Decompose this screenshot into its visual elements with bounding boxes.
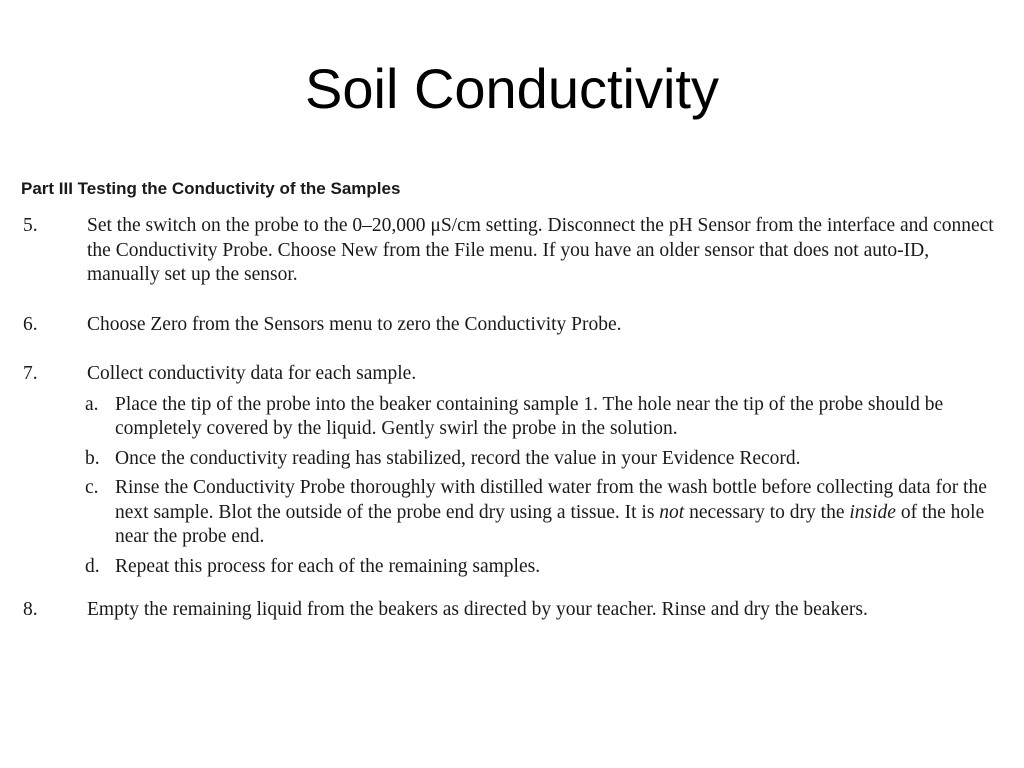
emphasis-inside: inside — [849, 501, 896, 523]
step-text: Collect conductivity data for each sample. — [87, 363, 417, 384]
substep-letter: b. — [85, 447, 100, 469]
slide-title: Soil Conductivity — [305, 57, 719, 120]
step-number: 7. — [23, 363, 38, 384]
step-6 — [21, 313, 1001, 338]
substep-letter: a. — [85, 393, 99, 415]
substep-text — [115, 476, 1001, 550]
step-number: 5. — [23, 215, 38, 236]
substep-text: Place the tip of the probe into the beaker containing sample 1. The hole near the tip of the probe should be completely covered by the liquid. Gently swirl the probe in the solution. — [115, 393, 944, 439]
step-text: Empty the remaining liquid from the beakers as directed by your teacher. Rinse and dry the beakers. — [87, 599, 868, 620]
step-number: 6. — [23, 313, 38, 335]
substep-text-part: of the hole near the probe end. — [115, 501, 985, 547]
step-text: Set the switch on the probe to the 0–20,000 μS/cm setting. Disconnect the pH Sensor from the interface and connect the Conductivity Probe. Choose New from the File menu. If you have an older sensor that does not auto-ID, manually set up the sensor. — [87, 215, 994, 285]
emphasis-not: not — [659, 501, 685, 523]
step-7 — [21, 362, 1001, 387]
part-heading: Part III Testing the Conductivity of the Samples — [21, 179, 401, 198]
step-7-substeps — [85, 393, 1001, 580]
substep-b — [85, 447, 1001, 472]
step-number: 8. — [23, 599, 38, 620]
substep-letter: c. — [85, 477, 99, 498]
substep-text-part: necessary to dry the — [684, 501, 850, 523]
step-text: Choose Zero from the Sensors menu to zero the Conductivity Probe. — [87, 313, 622, 335]
step-8 — [21, 598, 1001, 623]
procedure-steps — [21, 214, 1001, 623]
substep-letter: d. — [85, 555, 100, 577]
step-5 — [21, 214, 1001, 288]
substep-text: Repeat this process for each of the remaining samples. — [115, 555, 541, 577]
substep-c — [85, 476, 1001, 550]
substep-d — [85, 555, 1001, 580]
substep-a — [85, 393, 1001, 442]
substep-text: Once the conductivity reading has stabilized, record the value in your Evidence Record. — [115, 447, 801, 469]
substep-text-part: Rinse the Conductivity Probe thoroughly with distilled water from the wash bottle before collecting data for the next sample. Blot the outside of the probe end dry using a tissue. It is — [115, 477, 987, 523]
